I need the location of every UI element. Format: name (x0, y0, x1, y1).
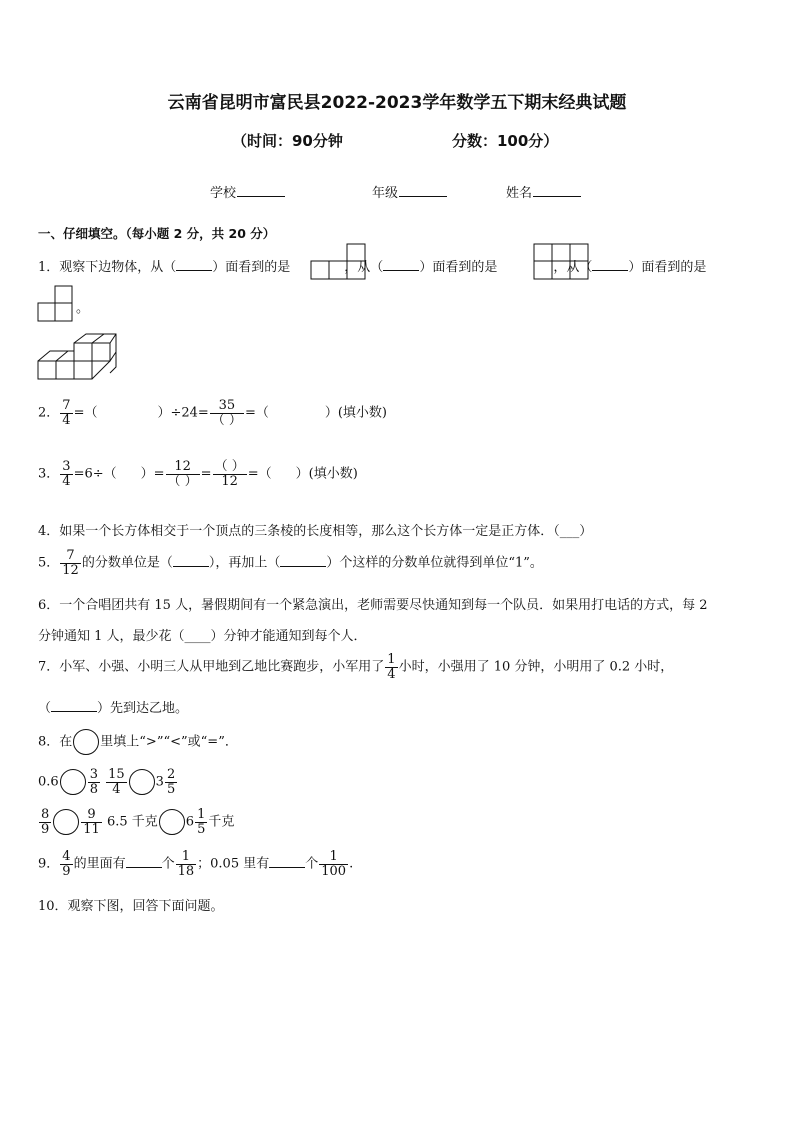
cube-stack-diagram (37, 333, 119, 381)
name-blank (533, 184, 581, 197)
grade-label: 年级 (372, 186, 399, 201)
school-blank (237, 184, 285, 197)
question-9: 9． $\frac{4}{9}$ 的里面有 个 $\frac{1}{18}$ ；0.05 里有 个 $\frac{1}{100}$ . (38, 849, 354, 879)
grade-field (372, 182, 447, 201)
compare-circle[interactable] (159, 809, 185, 835)
name-label: 姓名 (506, 186, 533, 201)
question-7: 7．小军、小强、小明三人从甲地到乙地比赛跑步，小军用了 $\frac{1}{4}$ 小时，小强用了 10 分钟，小明用了 0.2 小时， (38, 652, 674, 682)
view-diagram-2 (533, 243, 589, 281)
fraction: $\frac{12}{( )}$ (167, 459, 198, 489)
answer-blank (173, 555, 209, 567)
question-8-row-2: $\frac{8}{9}$ $\frac{9}{11}$ 6.5 千克 6 $\frac{1}{5}$ 千克 (41, 807, 235, 837)
school-field (210, 182, 285, 201)
answer-blank (592, 259, 628, 271)
question-10: 10．观察下图，回答下面问题。 (38, 899, 224, 914)
view-diagram-1 (310, 243, 366, 281)
name-field (506, 182, 581, 201)
answer-blank (383, 259, 419, 271)
fraction: $\frac{1}{5}$ (197, 807, 206, 837)
question-5: 5． $\frac{7}{12}$ 的分数单位是（ ），再加上（ ）个这样的分数单位就得到单位“1”。 (38, 548, 543, 578)
fraction: $\frac{9}{11}$ (83, 807, 100, 837)
question-7-answer: （ ）先到达乙地。 (38, 701, 189, 716)
compare-circle[interactable] (60, 769, 86, 795)
fraction: $\frac{4}{9}$ (62, 849, 71, 879)
fraction: $\frac{1}{4}$ (387, 652, 396, 682)
answer-blank (269, 856, 305, 868)
q1-period: 。 (76, 301, 90, 316)
school-label: 学校 (210, 186, 237, 201)
compare-circle[interactable] (53, 809, 79, 835)
question-8-row-1: 0.6 $\frac{3}{8}$ $\frac{15}{4}$ 3 $\frac{2}{5}$ (38, 767, 176, 797)
fraction: $\frac{7}{4}$ (62, 398, 71, 428)
question-4: 4．如果一个长方体相交于一个顶点的三条棱的长度相等，那么这个长方体一定是正方体．（___） (38, 524, 593, 539)
page-title: 云南省昆明市富民县2022-2023学年数学五下期末经典试题 (167, 93, 627, 113)
fraction: $\frac{35}{( )}$ (211, 398, 242, 428)
score-label: 分数：100分） (452, 132, 559, 150)
answer-blank (126, 856, 162, 868)
fraction: $\frac{1}{18}$ (177, 849, 195, 879)
fraction: $\frac{7}{12}$ (62, 548, 79, 578)
fraction: $\frac{2}{5}$ (166, 767, 176, 797)
compare-circle[interactable] (129, 769, 155, 795)
question-6-line-2: 分钟通知 1 人，最少花（____）分钟才能通知到每个人． (38, 629, 367, 644)
time-label: （时间：90分钟 (232, 132, 343, 150)
question-6-line-1: 6．一个合唱团共有 15 人，暑假期间有一个紧急演出，老师需要尽快通知到每一个队员．如果用打电话的方式，每 2 (38, 598, 708, 613)
question-1: 1．观察下边物体，从（ ）面看到的是 ，从（ ）面看到的是 ，从（ ）面看到的是 (38, 260, 707, 275)
fraction: $\frac{3}{4}$ (62, 459, 71, 489)
answer-blank (176, 259, 212, 271)
fraction: $\frac{15}{4}$ (108, 767, 125, 797)
answer-blank (51, 700, 97, 712)
section-heading: 一、仔细填空。（每小题 2 分，共 20 分） (38, 226, 276, 241)
fraction: $\frac{1}{100}$ (321, 849, 347, 879)
question-3: 3． $\frac{3}{4}$ =6÷（ ）= $\frac{12}{( )}$ = $\frac{( )}{12}$ =（ ）(填小数) (38, 459, 358, 489)
fraction: $\frac{3}{8}$ (89, 767, 98, 797)
compare-circle[interactable] (73, 729, 99, 755)
grade-blank (399, 184, 447, 197)
fraction: $\frac{( )}{12}$ (214, 459, 245, 489)
answer-blank (280, 555, 326, 567)
question-2: 2． $\frac{7}{4}$ =（ ）÷24= $\frac{35}{( )}$ =（ ）(填小数) (38, 398, 387, 428)
fraction: $\frac{8}{9}$ (41, 807, 50, 837)
question-8: 8．在 里填上“>”“<”或“=”． (38, 729, 238, 755)
view-diagram-3 (37, 285, 77, 323)
